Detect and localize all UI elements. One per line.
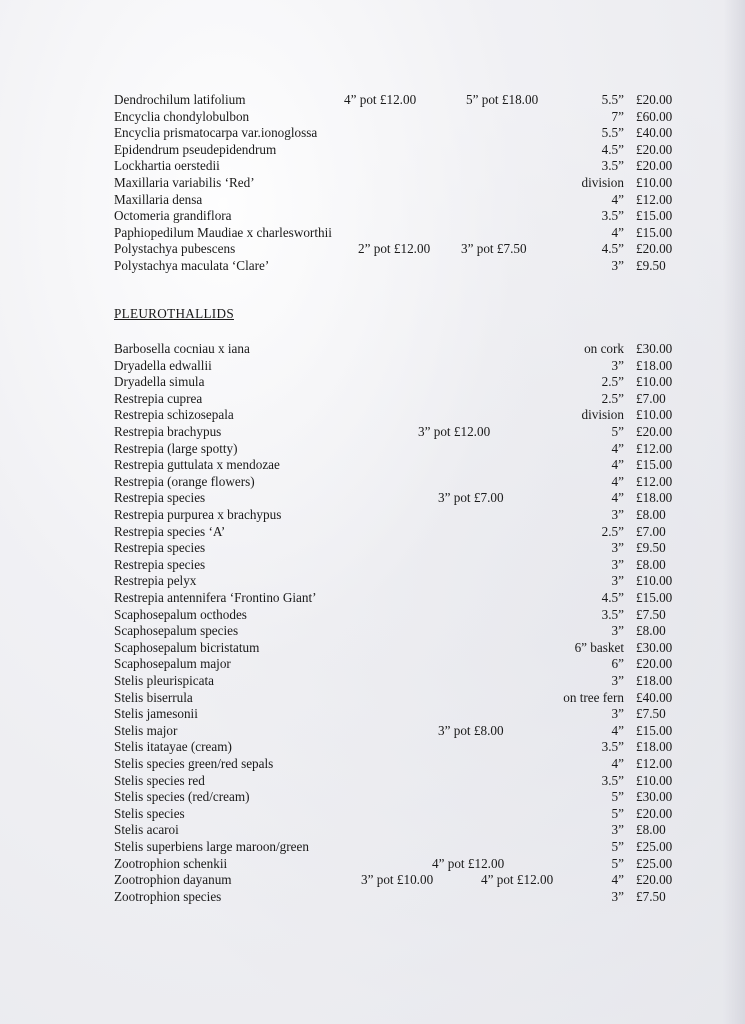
item-size: 3” [611, 706, 624, 722]
item-price: £25.00 [636, 839, 673, 854]
item-name: Restrepia species [114, 490, 206, 506]
item-name: Stelis biserrula [114, 689, 193, 705]
list-item [0, 474, 745, 490]
list-item [0, 424, 745, 440]
item-price: £12.00 [636, 473, 673, 489]
item-price: £30.00 [636, 789, 673, 805]
item-price: £12.00 [636, 191, 673, 207]
item-size: 5” [611, 805, 624, 821]
list-item [0, 341, 745, 357]
item-price: £30.00 [636, 639, 673, 655]
item-name: Stelis species (red/cream) [114, 789, 250, 805]
list-item [0, 358, 745, 374]
item-size: 7” [611, 108, 624, 124]
item-price: £20.00 [636, 656, 673, 672]
item-price: £10.00 [636, 374, 673, 390]
item-name: Restrepia schizosepala [114, 407, 234, 423]
item-name: Restrepia cuprea [114, 390, 203, 406]
item-size: 5.5” [601, 125, 624, 141]
item-price: £7.00 [636, 523, 666, 539]
item-size: 4” [611, 872, 624, 888]
list-item [0, 374, 745, 390]
item-size: 4.5” [601, 590, 624, 605]
item-name: Restrepia species ‘A’ [114, 523, 226, 539]
item-pot-option: 4” pot £12.00 [432, 855, 505, 871]
item-size: 3” [611, 888, 624, 904]
item-price: £15.00 [636, 722, 673, 738]
item-size: 3.5” [601, 606, 624, 622]
list-item [0, 258, 745, 274]
item-name: Stelis species [114, 805, 185, 821]
list-item [0, 806, 745, 822]
list-item [0, 773, 745, 789]
item-size: 5” [611, 424, 624, 439]
item-name: Encyclia chondylobulbon [114, 108, 250, 124]
item-name: Dryadella edwallii [114, 357, 212, 373]
list-item [0, 590, 745, 606]
item-name: Stelis species green/red sepals [114, 756, 274, 771]
item-size: 5” [611, 789, 624, 805]
list-item [0, 125, 745, 141]
list-item [0, 822, 745, 838]
item-price: £10.00 [636, 175, 673, 190]
item-price: £20.00 [636, 241, 673, 257]
list-item [0, 457, 745, 473]
item-name: Stelis acaroi [114, 822, 179, 838]
item-size: 4” [611, 490, 624, 506]
list-item [0, 225, 745, 241]
item-size: 2.5” [601, 523, 624, 539]
item-size: 6” basket [574, 639, 624, 655]
item-price: £8.00 [636, 822, 666, 838]
item-price: £7.50 [636, 606, 666, 622]
item-name: Dryadella simula [114, 374, 205, 390]
item-pot-option-2: 5” pot £18.00 [466, 92, 539, 107]
item-name: Scaphosepalum octhodes [114, 606, 247, 622]
item-size: 4” [611, 473, 624, 489]
item-pot-option: 2” pot £12.00 [358, 241, 431, 257]
list-item [0, 889, 745, 905]
item-price: £10.00 [636, 573, 673, 589]
item-price: £7.50 [636, 706, 666, 722]
item-price: £18.00 [636, 490, 673, 506]
item-name: Epidendrum pseudepidendrum [114, 141, 277, 157]
item-size: 4” [611, 457, 624, 473]
item-name: Restrepia species [114, 540, 206, 556]
item-size: 4” [611, 224, 624, 240]
item-size: 4” [611, 440, 624, 456]
item-price: £15.00 [636, 457, 673, 473]
item-name: Stelis itatayae (cream) [114, 739, 232, 755]
item-name: Lockhartia oerstedii [114, 158, 220, 174]
item-name: Restrepia (orange flowers) [114, 473, 255, 489]
item-price: £20.00 [636, 805, 673, 821]
list-item [0, 739, 745, 755]
item-name: Restrepia antennifera ‘Frontino Giant’ [114, 590, 317, 605]
list-item [0, 142, 745, 158]
item-size: on cork [584, 341, 624, 356]
item-size: division [581, 175, 624, 190]
list-item [0, 607, 745, 623]
item-price: £9.50 [636, 258, 666, 273]
item-size: 5” [611, 839, 624, 854]
list-item [0, 490, 745, 506]
item-name: Stelis major [114, 722, 178, 738]
item-price: £8.00 [636, 507, 666, 522]
item-size: 3” [611, 573, 624, 589]
item-name: Restrepia pelyx [114, 573, 197, 589]
item-price: £40.00 [636, 125, 673, 141]
item-price: £9.50 [636, 540, 666, 556]
item-name: Zootrophion species [114, 888, 222, 904]
item-size: 3.5” [601, 772, 624, 788]
item-price: £40.00 [636, 689, 673, 705]
item-size: 3” [611, 540, 624, 556]
item-pot-option: 3” pot £7.00 [438, 490, 504, 506]
item-price: £60.00 [636, 108, 673, 124]
item-size: 2.5” [601, 390, 624, 406]
list-item [0, 441, 745, 457]
item-name: Octomeria grandiflora [114, 208, 232, 224]
item-name: Stelis species red [114, 772, 205, 788]
list-item [0, 109, 745, 125]
item-price: £30.00 [636, 341, 673, 356]
item-size: on tree fern [563, 689, 624, 705]
item-name: Stelis superbiens large maroon/green [114, 839, 309, 854]
list-item [0, 789, 745, 805]
item-size: 5” [611, 855, 624, 871]
item-size: 4” [611, 191, 624, 207]
item-price: £18.00 [636, 357, 673, 373]
list-item [0, 690, 745, 706]
item-size: 3” [611, 556, 624, 572]
item-name: Restrepia brachypus [114, 424, 222, 439]
item-name: Polystachya pubescens [114, 241, 236, 257]
item-name: Restrepia (large spotty) [114, 440, 238, 456]
list-item [0, 175, 745, 191]
item-price: £15.00 [636, 590, 673, 605]
item-size: division [581, 407, 624, 423]
list-item [0, 557, 745, 573]
section-heading-pleurothallids: PLEUROTHALLIDS [114, 306, 234, 321]
list-item [0, 872, 745, 888]
item-name: Restrepia species [114, 556, 206, 572]
item-price: £20.00 [636, 141, 673, 157]
item-name: Scaphosepalum major [114, 656, 231, 672]
item-price: £7.50 [636, 888, 666, 904]
item-pot-option: 3” pot £8.00 [438, 722, 504, 738]
list-item [0, 524, 745, 540]
item-price: £8.00 [636, 623, 666, 639]
list-item [0, 839, 745, 855]
item-pot-option-2: 4” pot £12.00 [481, 872, 554, 888]
item-size: 3” [611, 623, 624, 639]
item-name: Restrepia purpurea x brachypus [114, 507, 282, 522]
item-size: 2.5” [601, 374, 624, 390]
list-item [0, 158, 745, 174]
item-price: £20.00 [636, 872, 673, 888]
list-item [0, 656, 745, 672]
item-price: £15.00 [636, 208, 673, 224]
list-item [0, 241, 745, 257]
item-name: Scaphosepalum bicristatum [114, 639, 260, 655]
item-name: Barbosella cocniau x iana [114, 341, 250, 356]
item-price: £20.00 [636, 92, 673, 107]
item-pot-option: 3” pot £12.00 [418, 424, 491, 439]
item-size: 4.5” [601, 241, 624, 257]
item-price: £20.00 [636, 424, 673, 439]
item-size: 3” [611, 673, 624, 688]
item-name: Stelis jamesonii [114, 706, 198, 722]
list-item [0, 407, 745, 423]
list-item [0, 391, 745, 407]
item-price: £12.00 [636, 756, 673, 771]
item-name: Dendrochilum latifolium [114, 92, 246, 107]
item-name: Zootrophion dayanum [114, 872, 232, 888]
item-size: 3.5” [601, 208, 624, 224]
item-pot-option: 3” pot £10.00 [361, 872, 434, 888]
list-item [0, 623, 745, 639]
item-price: £25.00 [636, 855, 673, 871]
item-name: Polystachya maculata ‘Clare’ [114, 258, 270, 273]
item-name: Restrepia guttulata x mendozae [114, 457, 280, 473]
list-item [0, 208, 745, 224]
item-name: Maxillaria variabilis ‘Red’ [114, 175, 255, 190]
item-name: Paphiopedilum Maudiae x charlesworthii [114, 224, 332, 240]
item-price: £7.00 [636, 390, 666, 406]
item-size: 4” [611, 722, 624, 738]
list-item [0, 640, 745, 656]
item-price: £10.00 [636, 407, 673, 423]
list-item [0, 706, 745, 722]
list-item [0, 856, 745, 872]
item-pot-option-2: 3” pot £7.50 [461, 241, 527, 257]
list-item [0, 673, 745, 689]
item-size: 3.5” [601, 739, 624, 755]
item-price: £15.00 [636, 224, 673, 240]
item-price: £18.00 [636, 673, 673, 688]
item-size: 4” [611, 756, 624, 771]
item-name: Stelis pleurispicata [114, 673, 214, 688]
item-price: £12.00 [636, 440, 673, 456]
item-pot-option: 4” pot £12.00 [344, 92, 417, 107]
item-size: 4.5” [601, 141, 624, 157]
item-size: 3” [611, 357, 624, 373]
list-item [0, 573, 745, 589]
item-name: Scaphosepalum species [114, 623, 239, 639]
item-size: 5.5” [601, 92, 624, 107]
list-item [0, 723, 745, 739]
item-price: £10.00 [636, 772, 673, 788]
list-item [0, 507, 745, 523]
item-size: 3” [611, 822, 624, 838]
list-item [0, 92, 745, 108]
list-item [0, 540, 745, 556]
item-price: £8.00 [636, 556, 666, 572]
item-name: Zootrophion schenkii [114, 855, 228, 871]
item-price: £20.00 [636, 158, 673, 174]
item-price: £18.00 [636, 739, 673, 755]
item-name: Maxillaria densa [114, 191, 203, 207]
list-item [0, 192, 745, 208]
list-item [0, 756, 745, 772]
item-size: 3” [611, 507, 624, 522]
item-size: 6” [611, 656, 624, 672]
item-name: Encyclia prismatocarpa var.ionoglossa [114, 125, 318, 141]
item-size: 3” [611, 258, 624, 273]
item-size: 3.5” [601, 158, 624, 174]
